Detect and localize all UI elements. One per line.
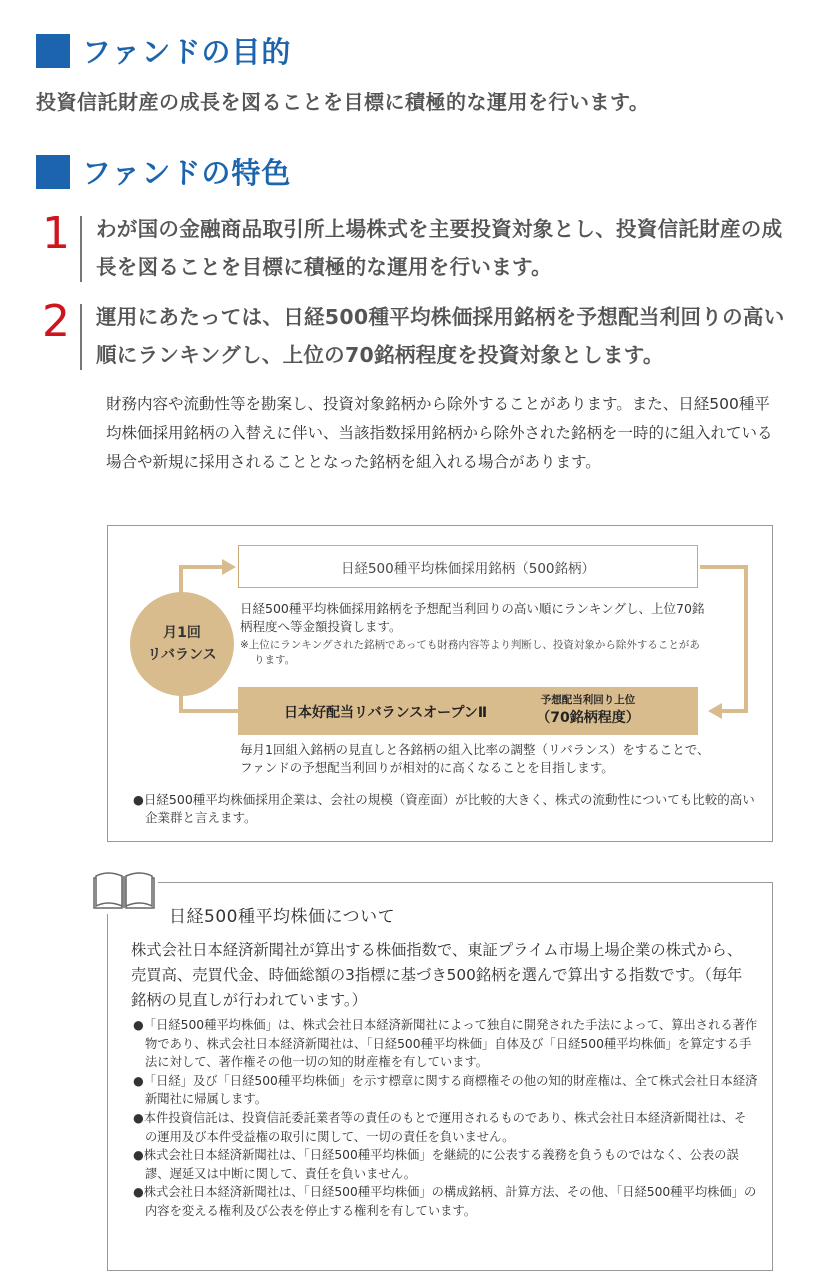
- feature-item-2: [36, 298, 786, 374]
- diagram-bullet: ●日経500種平均株価採用企業は、会社の規模（資産面）が比較的大きく、株式の流動性についても比較的高い企業群と言えます。: [133, 792, 755, 825]
- fund-box: [238, 687, 698, 735]
- cycle-label-1: 月1回: [163, 625, 201, 641]
- nikkei-note: ●「日経500種平均株価」は、株式会社日本経済新聞社によって独自に開発された手法によって、算出される著作物であり、株式会社日本経済新聞社は、「日経500種平均株価」自体及び「日経500種平均株価」を算定する手法に対して、著作権その他一切の知的財産権を有しています。: [133, 1018, 758, 1070]
- ranking-note: ※上位にランキングされた銘柄であっても財務内容等より判断し、投資対象から除外することがあります。: [240, 639, 700, 666]
- feature-item-1: [36, 210, 786, 286]
- nikkei-title: 日経500種平均株価について: [169, 907, 396, 927]
- rebalance-circle: [130, 592, 234, 696]
- purpose-heading-text: ファンドの目的: [82, 35, 292, 69]
- features-heading: [36, 151, 291, 192]
- nikkei-notes: [133, 1016, 758, 1221]
- fund-sub-line1: 予想配当利回り上位: [540, 694, 636, 706]
- nikkei-note: ●株式会社日本経済新聞社は、「日経500種平均株価」を継続的に公表する義務を負うものではなく、公表の誤謬、遅延又は中断に関して、責任を負いません。: [133, 1148, 739, 1181]
- purpose-text: 投資信託財産の成長を図ることを目標に積極的な運用を行います。: [36, 90, 650, 114]
- nikkei-note: ●本件投資信託は、投資信託委託業者等の責任のもとで運用されるものであり、株式会社日本経済新聞社は、その運用及び本件受益権の取引に関して、一切の責任を負いません。: [133, 1110, 747, 1144]
- feature-number: 2: [42, 296, 70, 347]
- rebalance-text: 毎月1回組入銘柄の見直しと各銘柄の組入比率の調整（リバランス）をすることで、ファンドの予想配当利回りが相対的に高くなることを目指します。: [240, 742, 710, 775]
- nikkei-note: ●株式会社日本経済新聞社は、「日経500種平均株価」の構成銘柄、計算方法、その他、「日経500種平均株価」の内容を変える権利及び公表を停止する権利を有しています。: [133, 1185, 757, 1218]
- nikkei-description: 株式会社日本経済新聞社が算出する株価指数で、東証プライム市場上場企業の株式から、売買高、売買代金、時価総額の3指標に基づき500銘柄を選んで算出する指数です。（毎年銘柄の見直しが行われています。）: [131, 941, 743, 1009]
- index-box: 日経500種平均株価採用銘柄（500銘柄）: [238, 545, 698, 588]
- features-heading-text: ファンドの特色: [82, 156, 292, 190]
- purpose-heading: [36, 30, 291, 71]
- fund-sub-line2: （70銘柄程度）: [536, 710, 640, 726]
- feature-text: 運用にあたっては、日経500種平均株価採用銘柄を予想配当利回りの高い順にランキングし、上位の70銘柄程度を投資対象とします。: [96, 305, 785, 367]
- nikkei-note: ●「日経」及び「日経500種平均株価」を示す標章に関する商標権その他の知的財産権は、全て株式会社日本経済新聞社に帰属します。: [133, 1073, 758, 1107]
- feature-divider: [80, 304, 82, 370]
- heading-square-icon: [36, 155, 70, 189]
- heading-square-icon: [36, 34, 70, 68]
- fund-name: 日本好配当リバランスオープンⅡ: [284, 705, 488, 721]
- feature-note: 財務内容や流動性等を勘案し、投資対象銘柄から除外することがあります。また、日経500種平均株価採用銘柄の入替えに伴い、当該指数採用銘柄から除外された銘柄を一時的に組入れている場合や新規に採用されることとなった銘柄を組入れる場合があります。: [106, 395, 773, 471]
- feature-number: 1: [42, 208, 70, 259]
- feature-divider: [80, 216, 82, 282]
- book-icon: [90, 868, 158, 914]
- feature-text: わが国の金融商品取引所上場株式を主要投資対象とし、投資信託財産の成長を図ることを目標に積極的な運用を行います。: [96, 217, 783, 279]
- cycle-label-2: リバランス: [147, 647, 217, 663]
- ranking-text: 日経500種平均株価採用銘柄を予想配当利回りの高い順にランキングし、上位70銘柄程度へ等金額投資します。: [240, 601, 705, 634]
- fund-subtitle: [528, 693, 648, 729]
